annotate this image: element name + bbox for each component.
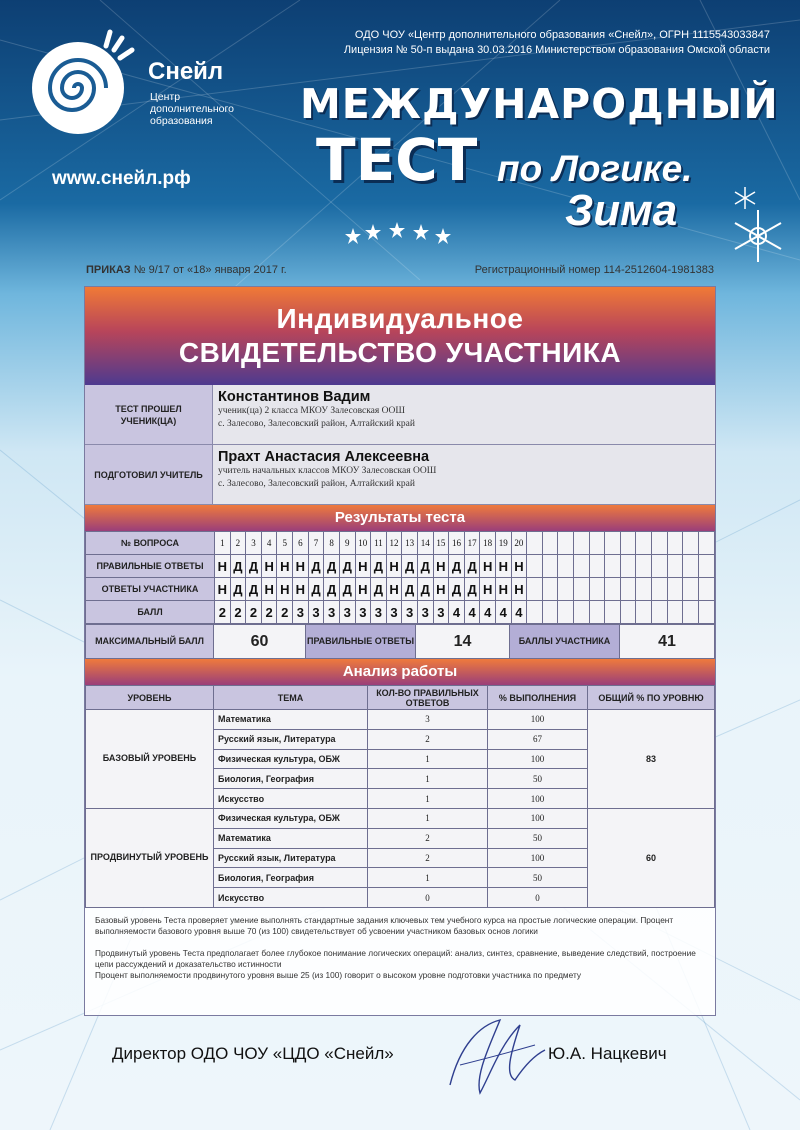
header-level: УРОВЕНЬ bbox=[86, 686, 214, 710]
topic-name: Математика bbox=[214, 828, 368, 848]
participant-answers-row bbox=[86, 578, 715, 601]
title-test: ТЕСТ bbox=[316, 126, 478, 194]
grid-cell: Д bbox=[402, 578, 418, 601]
completion-percent: 50 bbox=[488, 769, 588, 789]
topic-name: Биология, География bbox=[214, 769, 368, 789]
grid-cell: 5 bbox=[277, 532, 293, 555]
grid-cell: Н bbox=[433, 578, 449, 601]
level-total-percent: 60 bbox=[588, 808, 715, 907]
grid-cell: Д bbox=[324, 578, 340, 601]
topic-name: Искусство bbox=[214, 789, 368, 809]
completion-percent: 0 bbox=[488, 888, 588, 908]
stars-icon bbox=[338, 222, 468, 252]
grid-cell: 3 bbox=[371, 601, 387, 624]
grid-row-label: ОТВЕТЫ УЧАСТНИКА bbox=[86, 578, 215, 601]
question-number-row bbox=[86, 532, 715, 555]
results-summary bbox=[85, 624, 715, 659]
correct-answers-row bbox=[86, 555, 715, 578]
grid-cell: 15 bbox=[433, 532, 449, 555]
grid-cell: Д bbox=[449, 578, 465, 601]
grid-cell: Н bbox=[511, 555, 527, 578]
correct-answers-value: 14 bbox=[416, 625, 510, 659]
grid-empty-cell bbox=[652, 532, 668, 555]
grid-empty-cell bbox=[574, 578, 590, 601]
title-international: МЕЖДУНАРОДНЫЙ bbox=[300, 80, 779, 128]
grid-empty-cell bbox=[527, 555, 543, 578]
grid-empty-cell bbox=[652, 578, 668, 601]
participant-points-label: БАЛЛЫ УЧАСТНИКА bbox=[510, 625, 620, 659]
grid-empty-cell bbox=[574, 601, 590, 624]
grid-cell: Д bbox=[230, 578, 246, 601]
teacher-position: учитель начальных классов МКОУ Залесовская ООШ bbox=[218, 466, 437, 476]
correct-count: 2 bbox=[368, 848, 488, 868]
grid-cell: Н bbox=[495, 555, 511, 578]
title-logic: по Логике. bbox=[497, 148, 693, 189]
note-advanced: Продвинутый уровень Теста предполагает более глубокое понимание логических операций: анализ, синтез, сравнение, выведение следствий, построение цепи рассуждений и доказательство истинности bbox=[95, 947, 696, 969]
student-address: с. Залесово, Залесовский район, Алтайский край bbox=[218, 419, 415, 429]
grid-cell: 2 bbox=[261, 601, 277, 624]
grid-cell: Д bbox=[371, 578, 387, 601]
org-line-1: ОДО ЧОУ «Центр дополнительного образования «Снейл», ОГРН 1115543033847 bbox=[354, 29, 770, 41]
grid-cell: Н bbox=[215, 578, 231, 601]
grid-cell: 4 bbox=[480, 601, 496, 624]
grid-row-label: ПРАВИЛЬНЫЕ ОТВЕТЫ bbox=[86, 555, 215, 578]
grid-empty-cell bbox=[620, 555, 636, 578]
order-info bbox=[86, 264, 287, 276]
grid-empty-cell bbox=[652, 601, 668, 624]
grid-cell: Д bbox=[324, 555, 340, 578]
grid-cell: Н bbox=[480, 578, 496, 601]
analysis-row bbox=[86, 710, 715, 730]
correct-count: 1 bbox=[368, 749, 488, 769]
completion-percent: 100 bbox=[488, 749, 588, 769]
grid-cell: 3 bbox=[324, 601, 340, 624]
topic-name: Русский язык, Литература bbox=[214, 729, 368, 749]
grid-cell: Н bbox=[480, 555, 496, 578]
analysis-notes bbox=[85, 908, 715, 981]
order-label: ПРИКАЗ bbox=[86, 264, 131, 276]
grid-cell: Д bbox=[371, 555, 387, 578]
correct-count: 0 bbox=[368, 888, 488, 908]
organization-info bbox=[344, 28, 770, 58]
note-basic: Базовый уровень Теста проверяет умение выполнять стандартные задания ключевых тем учебного курса на простые логические операции. Процент выполняемости базового уровня выше 70 (из 100) свидетельствует об усвоении участником базовых основ логики bbox=[95, 914, 674, 936]
score-row bbox=[86, 601, 715, 624]
director-title: Директор ОДО ЧОУ «ЦДО «Снейл» bbox=[112, 1044, 394, 1063]
grid-empty-cell bbox=[589, 601, 605, 624]
grid-empty-cell bbox=[620, 578, 636, 601]
grid-cell: Н bbox=[215, 555, 231, 578]
grid-cell: 3 bbox=[417, 601, 433, 624]
teacher-row bbox=[85, 445, 715, 505]
certificate-heading-1: Индивидуальное bbox=[276, 303, 524, 334]
grid-empty-cell bbox=[683, 532, 699, 555]
grid-cell: 3 bbox=[386, 601, 402, 624]
level-name: ПРОДВИНУТЫЙ УРОВЕНЬ bbox=[86, 808, 214, 907]
snowflake-icon bbox=[730, 208, 786, 264]
completion-percent: 100 bbox=[488, 710, 588, 730]
grid-cell: 14 bbox=[417, 532, 433, 555]
completion-percent: 50 bbox=[488, 828, 588, 848]
note-advanced-threshold: Процент выполняемости продвинутого уровня выше 25 (из 100) говорит о высоком уровне подготовки участника по предмету bbox=[95, 969, 582, 980]
grid-empty-cell bbox=[683, 555, 699, 578]
grid-cell: 2 bbox=[277, 601, 293, 624]
grid-empty-cell bbox=[698, 601, 714, 624]
correct-count: 2 bbox=[368, 828, 488, 848]
analysis-header-row bbox=[86, 686, 715, 710]
grid-cell: 3 bbox=[293, 601, 309, 624]
grid-cell: 1 bbox=[215, 532, 231, 555]
grid-empty-cell bbox=[667, 555, 683, 578]
completion-percent: 67 bbox=[488, 729, 588, 749]
grid-cell: 2 bbox=[215, 601, 231, 624]
certificate-card bbox=[84, 286, 716, 1016]
completion-percent: 100 bbox=[488, 808, 588, 828]
grid-cell: 4 bbox=[261, 532, 277, 555]
grid-cell: 2 bbox=[230, 532, 246, 555]
grid-empty-cell bbox=[620, 532, 636, 555]
grid-cell: Д bbox=[449, 555, 465, 578]
grid-cell: Д bbox=[339, 555, 355, 578]
results-title: Результаты теста bbox=[85, 505, 715, 531]
grid-row-label: № ВОПРОСА bbox=[86, 532, 215, 555]
grid-cell: Д bbox=[402, 555, 418, 578]
brand-name: Снейл bbox=[148, 58, 224, 85]
topic-name: Физическая культура, ОБЖ bbox=[214, 808, 368, 828]
grid-empty-cell bbox=[636, 578, 652, 601]
grid-cell: Н bbox=[355, 578, 371, 601]
grid-cell: Н bbox=[293, 578, 309, 601]
grid-empty-cell bbox=[542, 555, 558, 578]
student-row bbox=[85, 385, 715, 445]
grid-cell: 3 bbox=[402, 601, 418, 624]
grid-cell: Д bbox=[308, 555, 324, 578]
grid-empty-cell bbox=[698, 578, 714, 601]
grid-cell: 2 bbox=[230, 601, 246, 624]
grid-empty-cell bbox=[574, 532, 590, 555]
grid-empty-cell bbox=[589, 578, 605, 601]
org-line-2: Лицензия № 50-п выдана 30.03.2016 Министерством образования Омской области bbox=[343, 44, 770, 56]
level-name: БАЗОВЫЙ УРОВЕНЬ bbox=[86, 710, 214, 809]
grid-cell: 4 bbox=[511, 601, 527, 624]
grid-empty-cell bbox=[636, 555, 652, 578]
small-snowflake-icon bbox=[733, 186, 757, 210]
topic-name: Биология, География bbox=[214, 868, 368, 888]
results-grid bbox=[85, 531, 715, 624]
grid-cell: Н bbox=[386, 578, 402, 601]
analysis-table bbox=[85, 685, 715, 908]
student-label: ТЕСТ ПРОШЕЛ УЧЕНИК(ЦА) bbox=[85, 385, 213, 444]
grid-empty-cell bbox=[698, 555, 714, 578]
grid-cell: Н bbox=[433, 555, 449, 578]
grid-empty-cell bbox=[542, 532, 558, 555]
grid-empty-cell bbox=[636, 532, 652, 555]
completion-percent: 100 bbox=[488, 848, 588, 868]
grid-cell: 2 bbox=[246, 601, 262, 624]
grid-empty-cell bbox=[667, 532, 683, 555]
grid-empty-cell bbox=[605, 555, 621, 578]
max-score-label: МАКСИМАЛЬНЫЙ БАЛЛ bbox=[86, 625, 214, 659]
correct-count: 1 bbox=[368, 769, 488, 789]
grid-empty-cell bbox=[667, 578, 683, 601]
grid-cell: 3 bbox=[355, 601, 371, 624]
grid-cell: 18 bbox=[480, 532, 496, 555]
level-total-percent: 83 bbox=[588, 710, 715, 809]
teacher-label: ПОДГОТОВИЛ УЧИТЕЛЬ bbox=[85, 445, 213, 504]
snail-logo-icon bbox=[28, 28, 138, 138]
grid-cell: 4 bbox=[495, 601, 511, 624]
grid-cell: 8 bbox=[324, 532, 340, 555]
grid-empty-cell bbox=[683, 601, 699, 624]
grid-empty-cell bbox=[574, 555, 590, 578]
grid-cell: Д bbox=[417, 555, 433, 578]
correct-count: 1 bbox=[368, 808, 488, 828]
grid-empty-cell bbox=[527, 578, 543, 601]
grid-cell: 12 bbox=[386, 532, 402, 555]
grid-row-label: БАЛЛ bbox=[86, 601, 215, 624]
max-score-value: 60 bbox=[214, 625, 306, 659]
header-count: КОЛ-ВО ПРАВИЛЬНЫХ ОТВЕТОВ bbox=[368, 686, 488, 710]
grid-cell: Н bbox=[277, 578, 293, 601]
grid-cell: Д bbox=[417, 578, 433, 601]
topic-name: Искусство bbox=[214, 888, 368, 908]
completion-percent: 100 bbox=[488, 789, 588, 809]
correct-count: 2 bbox=[368, 729, 488, 749]
teacher-address: с. Залесово, Залесовский район, Алтайский край bbox=[218, 479, 415, 489]
grid-cell: 6 bbox=[293, 532, 309, 555]
grid-empty-cell bbox=[542, 601, 558, 624]
student-school: ученик(ца) 2 класса МКОУ Залесовская ООШ bbox=[218, 406, 405, 416]
grid-empty-cell bbox=[698, 532, 714, 555]
grid-cell: Н bbox=[261, 578, 277, 601]
analysis-title: Анализ работы bbox=[85, 659, 715, 685]
grid-empty-cell bbox=[558, 555, 574, 578]
grid-cell: 3 bbox=[246, 532, 262, 555]
grid-cell: 16 bbox=[449, 532, 465, 555]
grid-cell: 3 bbox=[308, 601, 324, 624]
grid-empty-cell bbox=[605, 601, 621, 624]
grid-cell: 19 bbox=[495, 532, 511, 555]
grid-cell: Н bbox=[355, 555, 371, 578]
grid-cell: 7 bbox=[308, 532, 324, 555]
grid-cell: 9 bbox=[339, 532, 355, 555]
grid-cell: Н bbox=[261, 555, 277, 578]
grid-cell: 13 bbox=[402, 532, 418, 555]
topic-name: Физическая культура, ОБЖ bbox=[214, 749, 368, 769]
topic-name: Математика bbox=[214, 710, 368, 730]
participant-points-value: 41 bbox=[620, 625, 715, 659]
grid-cell: 11 bbox=[371, 532, 387, 555]
teacher-name: Прахт Анастасия Алексеевна bbox=[218, 449, 430, 465]
grid-cell: Д bbox=[308, 578, 324, 601]
grid-cell: Д bbox=[230, 555, 246, 578]
grid-empty-cell bbox=[589, 555, 605, 578]
brand-logo bbox=[28, 28, 258, 148]
grid-empty-cell bbox=[527, 532, 543, 555]
grid-cell: 3 bbox=[339, 601, 355, 624]
student-name: Константинов Вадим bbox=[218, 389, 371, 405]
grid-empty-cell bbox=[542, 578, 558, 601]
correct-answers-label: ПРАВИЛЬНЫЕ ОТВЕТЫ bbox=[306, 625, 416, 659]
grid-empty-cell bbox=[667, 601, 683, 624]
title-winter: Зима bbox=[565, 186, 678, 235]
order-text: № 9/17 от «18» января 2017 г. bbox=[133, 264, 287, 276]
grid-cell: Н bbox=[386, 555, 402, 578]
certificate-heading-2: СВИДЕТЕЛЬСТВО УЧАСТНИКА bbox=[178, 337, 622, 368]
grid-empty-cell bbox=[558, 578, 574, 601]
grid-empty-cell bbox=[636, 601, 652, 624]
brand-subtitle: Центр дополнительного образования bbox=[150, 91, 234, 127]
signature-icon bbox=[440, 1005, 550, 1100]
grid-cell: 20 bbox=[511, 532, 527, 555]
grid-cell: Н bbox=[511, 578, 527, 601]
grid-cell: 4 bbox=[464, 601, 480, 624]
grid-cell: Д bbox=[464, 555, 480, 578]
grid-empty-cell bbox=[605, 578, 621, 601]
grid-cell: Н bbox=[293, 555, 309, 578]
correct-count: 1 bbox=[368, 868, 488, 888]
director-name: Ю.А. Нацкевич bbox=[548, 1044, 667, 1063]
grid-empty-cell bbox=[558, 601, 574, 624]
header-topic: ТЕМА bbox=[214, 686, 368, 710]
registration-number: Регистрационный номер 114-2512604-1981383 bbox=[474, 264, 714, 276]
grid-empty-cell bbox=[605, 532, 621, 555]
topic-name: Русский язык, Литература bbox=[214, 848, 368, 868]
website-link[interactable]: www.снейл.рф bbox=[52, 168, 191, 189]
grid-cell: Н bbox=[277, 555, 293, 578]
grid-cell: Д bbox=[246, 555, 262, 578]
grid-cell: Н bbox=[495, 578, 511, 601]
correct-count: 3 bbox=[368, 710, 488, 730]
header-percent: % ВЫПОЛНЕНИЯ bbox=[488, 686, 588, 710]
grid-empty-cell bbox=[620, 601, 636, 624]
header-level-total: ОБЩИЙ % ПО УРОВНЮ bbox=[588, 686, 715, 710]
grid-empty-cell bbox=[652, 555, 668, 578]
grid-empty-cell bbox=[589, 532, 605, 555]
grid-cell: 3 bbox=[433, 601, 449, 624]
grid-empty-cell bbox=[527, 601, 543, 624]
completion-percent: 50 bbox=[488, 868, 588, 888]
grid-empty-cell bbox=[558, 532, 574, 555]
grid-cell: 17 bbox=[464, 532, 480, 555]
correct-count: 1 bbox=[368, 789, 488, 809]
grid-cell: Д bbox=[246, 578, 262, 601]
analysis-row bbox=[86, 808, 715, 828]
grid-cell: 4 bbox=[449, 601, 465, 624]
grid-cell: Д bbox=[464, 578, 480, 601]
certificate-header bbox=[85, 287, 715, 385]
grid-cell: 10 bbox=[355, 532, 371, 555]
grid-cell: Д bbox=[339, 578, 355, 601]
grid-empty-cell bbox=[683, 578, 699, 601]
